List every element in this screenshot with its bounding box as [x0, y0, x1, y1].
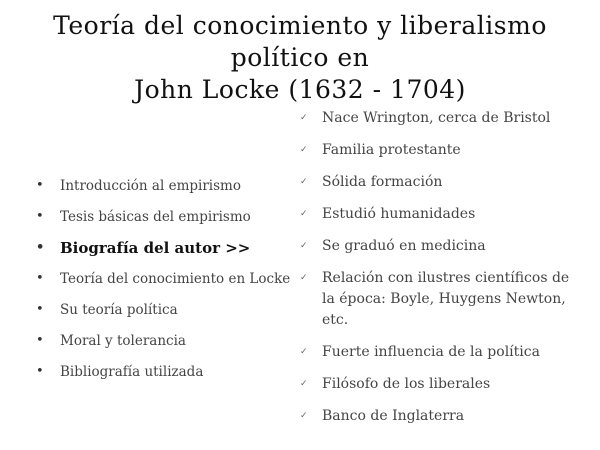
biography-list	[300, 108, 570, 438]
checkmark-icon: ✓	[300, 241, 308, 251]
slide-title-line: político en	[230, 43, 370, 72]
checkmark-icon: ✓	[300, 113, 308, 123]
biography-item	[300, 204, 570, 225]
biography-item-text: Sólida formación	[322, 174, 443, 190]
biography-item	[300, 374, 570, 395]
biography-item	[300, 268, 570, 331]
biography-item	[300, 236, 570, 257]
checkmark-icon: ✓	[300, 379, 308, 389]
biography-item-text: Filósofo de los liberales	[322, 376, 491, 392]
checkmark-icon: ✓	[300, 273, 308, 283]
biography-item	[300, 342, 570, 363]
biography-item-text: Nace Wrington, cerca de Bristol	[322, 110, 551, 126]
biography-item-text: Familia protestante	[322, 142, 461, 158]
biography-item-text: Fuerte influencia de la política	[322, 344, 540, 360]
outline-item-active[interactable]: • Biografía del autor >>	[36, 237, 286, 268]
outline-item[interactable]: • Teoría del conocimiento en Locke	[36, 268, 286, 299]
outline-item[interactable]: • Tesis básicas del empirismo	[36, 206, 286, 237]
checkmark-icon: ✓	[300, 411, 308, 421]
slide-title-line: Teoría del conocimiento y liberalismo	[53, 11, 547, 40]
outline-item[interactable]: • Introducción al empirismo	[36, 175, 286, 206]
slide-title	[0, 10, 600, 106]
biography-item	[300, 108, 570, 129]
biography-item	[300, 172, 570, 193]
biography-item-text: Se graduó en medicina	[322, 238, 486, 254]
outline-item[interactable]: • Su teoría política	[36, 299, 286, 330]
outline-item[interactable]: • Moral y tolerancia	[36, 330, 286, 361]
biography-item-text: Banco de Inglaterra	[322, 408, 465, 424]
checkmark-icon: ✓	[300, 177, 308, 187]
outline-list	[36, 175, 291, 392]
biography-item-text: Relación con ilustres científicos de la época: Boyle, Huygens Newton, etc.	[322, 270, 570, 328]
checkmark-icon: ✓	[300, 347, 308, 357]
biography-item	[300, 406, 570, 427]
outline-item[interactable]: • Bibliografía utilizada	[36, 361, 286, 392]
checkmark-icon: ✓	[300, 209, 308, 219]
biography-item	[300, 140, 570, 161]
checkmark-icon: ✓	[300, 145, 308, 155]
slide-title-line: John Locke (1632 - 1704)	[134, 75, 466, 104]
biography-item-text: Estudió humanidades	[322, 206, 476, 222]
